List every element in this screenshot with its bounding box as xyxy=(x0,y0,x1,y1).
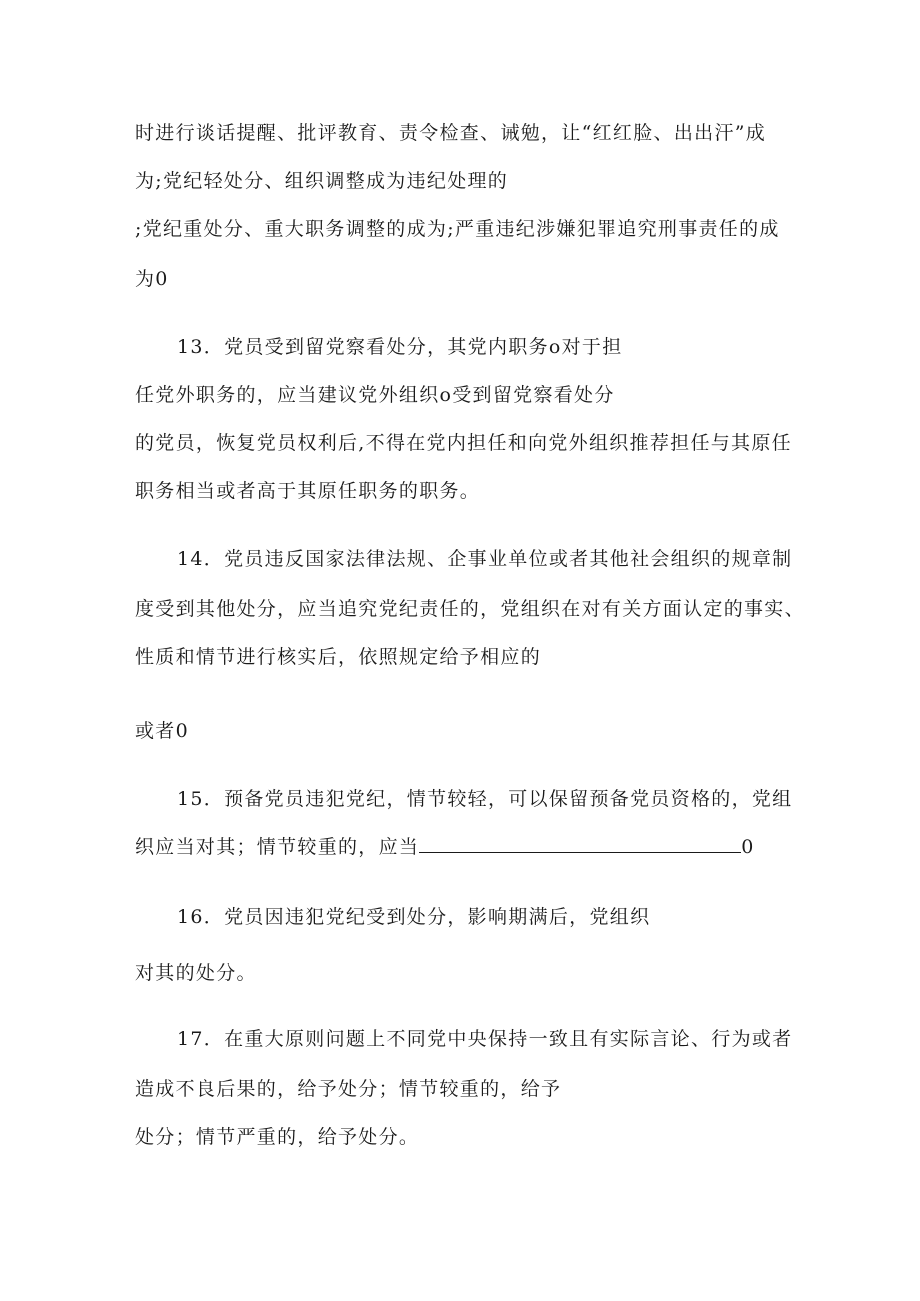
text-line xyxy=(135,834,755,860)
item-14-line: 14．党员违反国家法律法规、企事业单位或者其他社会组织的规章制 xyxy=(177,548,793,570)
text-line: 时进行谈话提醒、批评教育、责令检查、诫勉，让“红红脸、出出汗”成 xyxy=(135,122,767,144)
text-line: 对其的处分。 xyxy=(135,962,257,984)
text-line: 度受到其他处分，应当追究党纪责任的，党组织在对有关方面认定的事实、 xyxy=(135,598,805,620)
text-line: 为0 xyxy=(135,268,169,290)
text-line: ;党纪重处分、重大职务调整的成为;严重违纪涉嫌犯罪追究刑事责任的成 xyxy=(135,218,780,240)
text-line: 处分；情节严重的，给予处分。 xyxy=(135,1126,420,1148)
text-line: 职务相当或者高于其原任职务的职务。 xyxy=(135,480,481,502)
item-15-text: 织应当对其；情节较重的，应当 xyxy=(135,836,420,858)
item-13-line: 13．党员受到留党察看处分，其党内职务o对于担 xyxy=(177,336,623,358)
item-15-end: 0 xyxy=(741,836,755,858)
text-line: 任党外职务的，应当建议党外组织o受到留党察看处分 xyxy=(135,384,615,406)
item-15-line: 15．预备党员违犯党纪，情节较轻，可以保留预备党员资格的，党组 xyxy=(177,788,793,810)
text-line: 或者0 xyxy=(135,720,189,742)
text-line: 为;党纪轻处分、组织调整成为违纪处理的 xyxy=(135,170,509,192)
text-line: 的党员，恢复党员权利后,不得在党内担任和向党外组织推荐担任与其原任 xyxy=(135,432,792,454)
item-16-line: 16．党员因违犯党纪受到处分，影响期满后，党组织 xyxy=(177,906,651,928)
item-17-line: 17．在重大原则问题上不同党中央保持一致且有实际言论、行为或者 xyxy=(177,1028,793,1050)
fill-in-blank xyxy=(419,834,741,853)
text-line: 性质和情节进行核实后，依照规定给予相应的 xyxy=(135,646,542,668)
text-line: 造成不良后果的，给予处分；情节较重的，给予 xyxy=(135,1078,562,1100)
